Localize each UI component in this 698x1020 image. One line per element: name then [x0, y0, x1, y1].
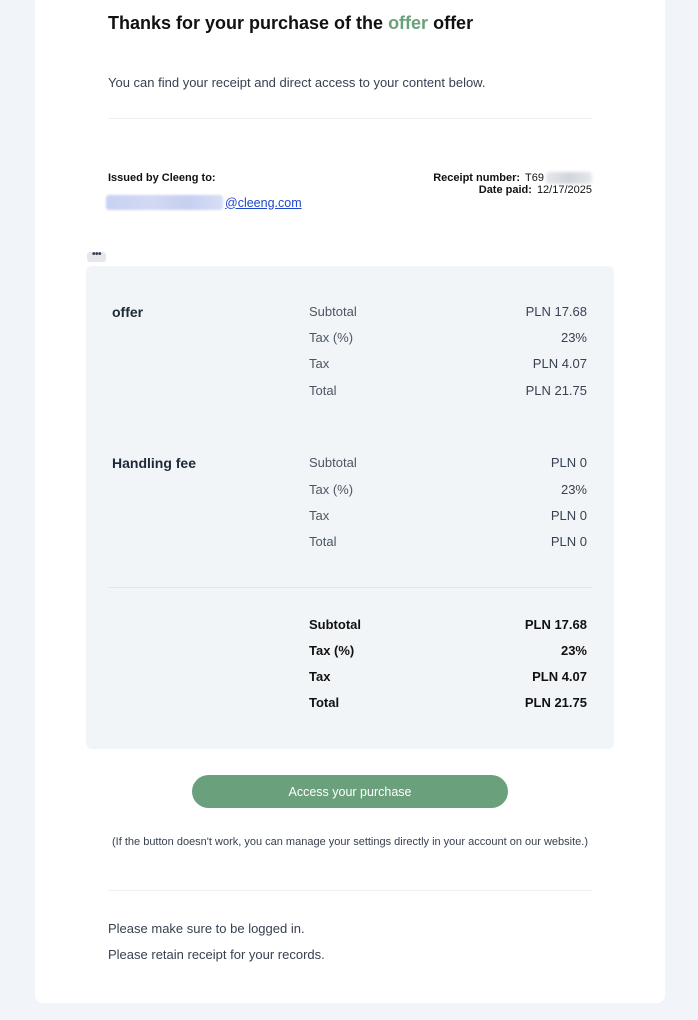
total-label: Tax [309, 669, 331, 684]
receipt-number-label: Receipt number: [433, 172, 521, 184]
total-label: Total [309, 695, 340, 710]
customer-email[interactable] [106, 195, 302, 210]
line-value: 23% [560, 330, 587, 345]
login-reminder: Please make sure to be logged in. [108, 921, 305, 936]
more-options-icon[interactable]: ••• [87, 252, 106, 262]
redacted-email-user [106, 195, 223, 210]
intro-text: You can find your receipt and direct access to your content below. [108, 75, 486, 90]
order-summary [86, 266, 614, 749]
redacted-receipt-number [546, 172, 592, 184]
line-value: PLN 17.68 [525, 304, 587, 319]
issued-by-label: Issued by Cleeng to: [108, 172, 216, 184]
line-label: Tax [309, 508, 330, 523]
line-label: Total [309, 534, 337, 549]
line-value: PLN 21.75 [525, 383, 587, 398]
receipt-number-value: T69 [525, 172, 544, 184]
date-paid-row [433, 184, 592, 196]
total-value: PLN 21.75 [524, 695, 587, 710]
receipt-number-row [433, 172, 592, 184]
line-value: PLN 4.07 [532, 356, 587, 371]
date-paid-value: 12/17/2025 [536, 184, 592, 196]
email-link[interactable]: @cleeng.com [225, 195, 302, 210]
line-label: Total [309, 383, 337, 398]
line-label: Tax (%) [309, 482, 354, 497]
line-label: Tax (%) [309, 330, 354, 345]
title-suffix: offer [433, 13, 474, 33]
receipt-meta [433, 172, 592, 196]
item-name: Handling fee [112, 455, 197, 471]
line-label: Subtotal [309, 455, 357, 470]
item-name: offer [112, 304, 144, 320]
total-label: Subtotal [309, 617, 361, 632]
divider [108, 890, 592, 891]
date-paid-label: Date paid: [478, 184, 532, 196]
retain-receipt-note: Please retain receipt for your records. [108, 947, 325, 962]
total-label: Tax (%) [309, 643, 355, 658]
access-purchase-button[interactable]: Access your purchase [192, 775, 508, 808]
title-offer-name: offer [388, 13, 429, 33]
page-title [108, 13, 473, 34]
line-value: 23% [560, 482, 587, 497]
line-label: Subtotal [309, 304, 357, 319]
divider [108, 118, 592, 119]
line-label: Tax [309, 356, 330, 371]
summary-divider [108, 587, 592, 588]
title-prefix: Thanks for your purchase of the [108, 13, 384, 33]
line-value: PLN 0 [550, 534, 587, 549]
line-value: PLN 0 [550, 508, 587, 523]
total-value: PLN 17.68 [524, 617, 587, 632]
total-value: PLN 4.07 [532, 669, 587, 684]
total-value: 23% [560, 643, 587, 658]
line-value: PLN 0 [550, 455, 587, 470]
fallback-note: (If the button doesn't work, you can manage your settings directly in your account on our website.) [112, 836, 588, 848]
